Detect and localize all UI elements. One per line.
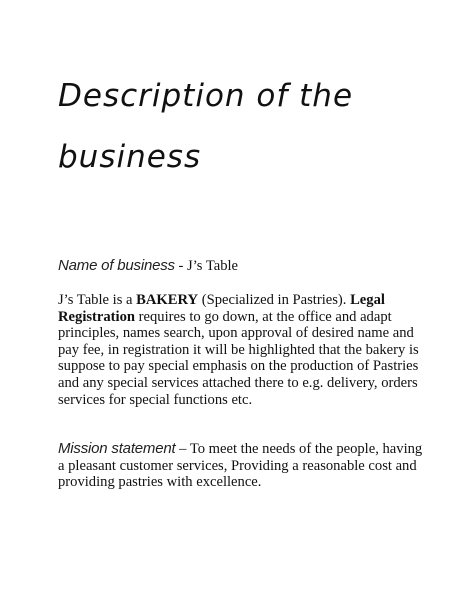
business-name-separator: - xyxy=(174,258,188,274)
bakery-emphasis: BAKERY xyxy=(136,292,199,308)
mission-statement-text: To meet the needs of the people, having a pleasant customer services, Providing a reasonable cost and providing pastries with excellence. xyxy=(58,441,423,491)
business-description-paragraph xyxy=(58,292,428,408)
page-title: Description of the business xyxy=(58,78,354,175)
description-text-3: requires to go down, at the office and adapt principles, names search, upon approval of desired name and pay fee, in registration it will be highlighted that the bakery is suppose to pay special emphasis on the production of Pastries and any special services attached there to e.g. delivery, orders services for special functions etc. xyxy=(58,308,419,408)
legal-registration-emphasis: Legal Registration xyxy=(58,292,385,325)
business-name-value: J’s Table xyxy=(187,258,239,274)
business-name-line xyxy=(58,258,428,275)
mission-statement-paragraph xyxy=(58,441,428,491)
mission-statement-separator: – xyxy=(175,441,190,457)
business-name-label: Name of business xyxy=(58,257,175,274)
description-text-1: J’s Table is a xyxy=(58,292,137,308)
mission-statement-label: Mission statement xyxy=(58,440,176,457)
description-text-2: (Specialized in Pastries). xyxy=(198,292,351,308)
